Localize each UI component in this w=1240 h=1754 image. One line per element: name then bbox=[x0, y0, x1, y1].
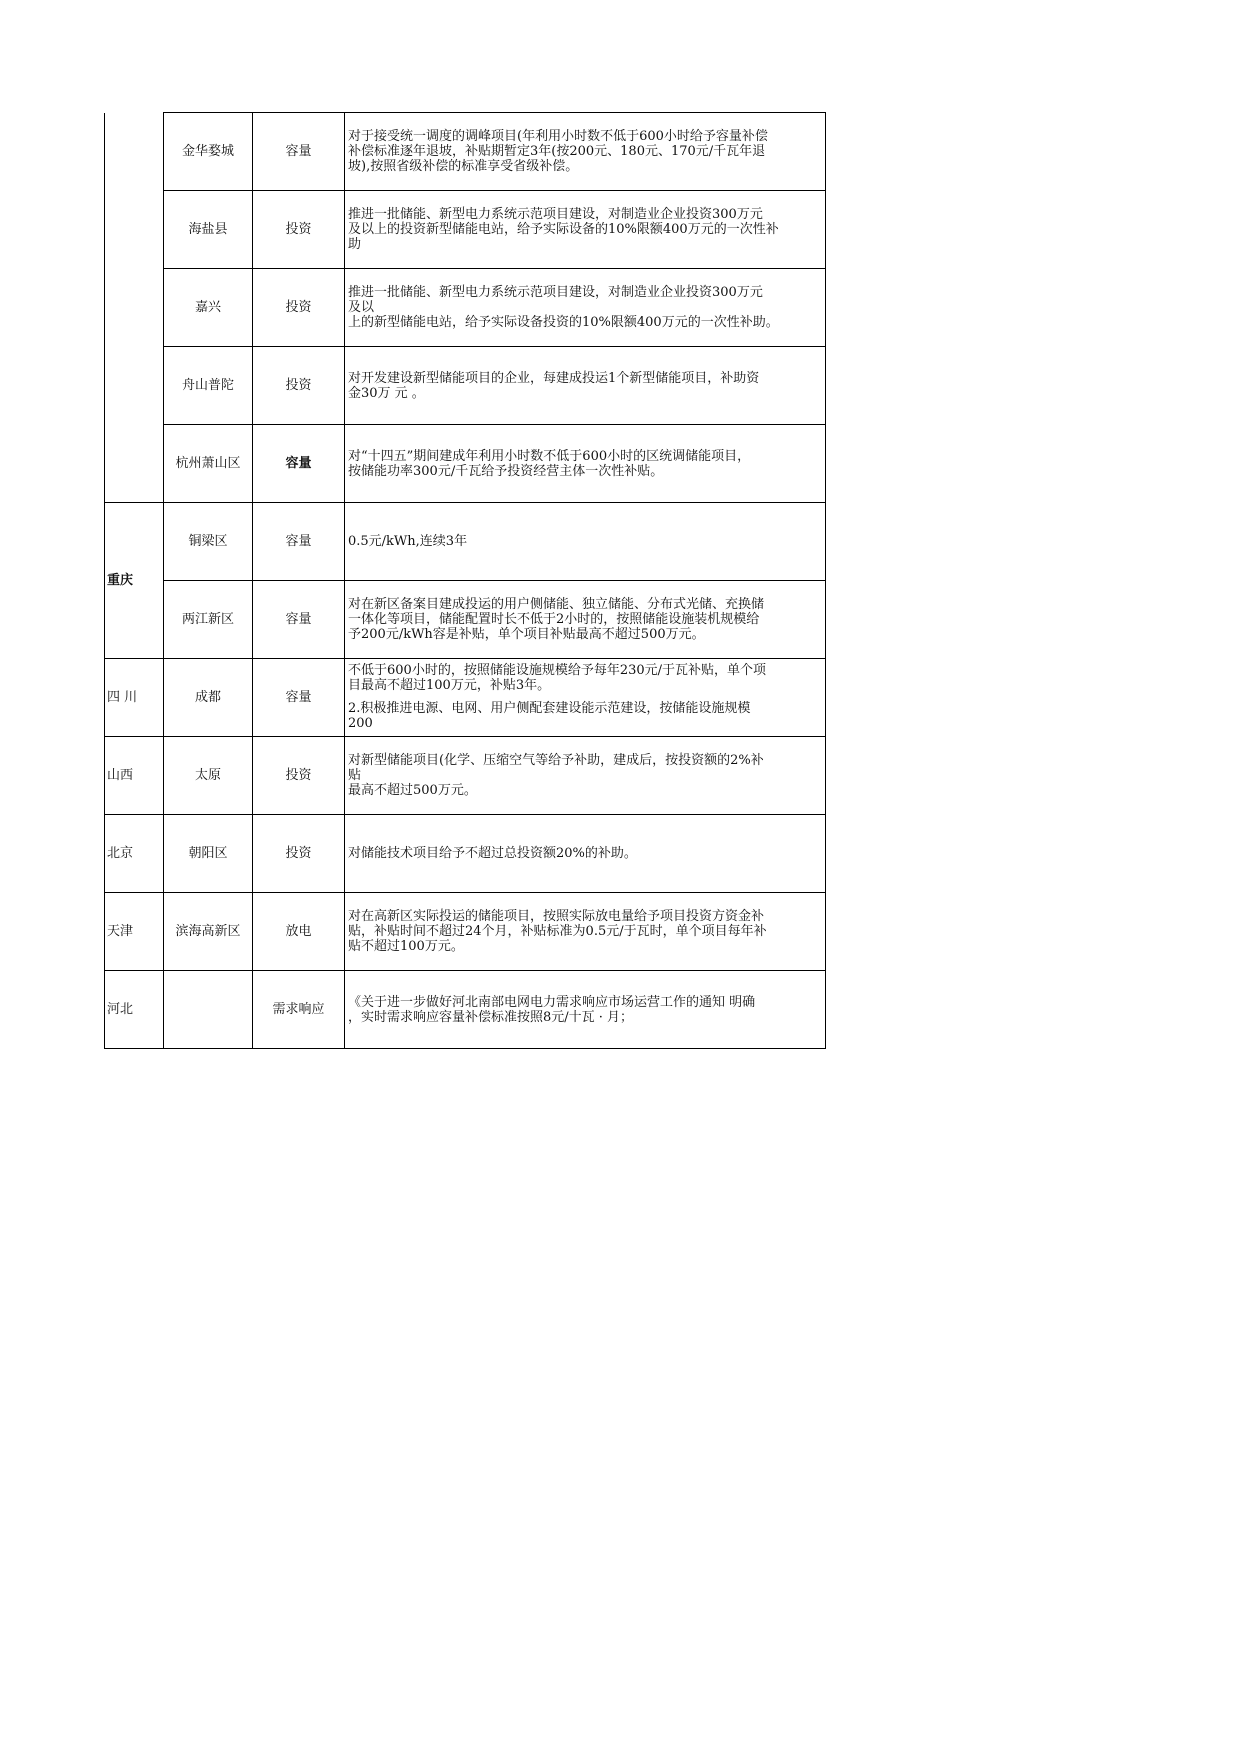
type-cell: 投资 bbox=[253, 347, 345, 425]
description-line: 助 bbox=[348, 237, 362, 252]
description-line: 按储能功率300元/千瓦给予投资经营主体一次性补贴。 bbox=[348, 463, 664, 479]
description-line: 及以上的投资新型储能电站，给予实际设备的10%限额400万元的一次性补 bbox=[348, 222, 779, 237]
description-line: 对于接受统一调度的调峰项目(年利用小时数不低于600小时给予容量补偿 bbox=[348, 129, 768, 144]
city-cell: 杭州萧山区 bbox=[164, 425, 253, 503]
description-line: 对在高新区实际投运的储能项目，按照实际放电量给予项目投资方资金补 bbox=[348, 909, 765, 924]
description-line: 上的新型储能电站，给予实际设备投资的10%限额400万元的一次性补助。 bbox=[348, 315, 779, 330]
table-row bbox=[105, 815, 826, 893]
description-line: 贴不超过100万元。 bbox=[348, 939, 464, 954]
type-cell: 投资 bbox=[253, 269, 345, 347]
description-line bbox=[348, 693, 822, 701]
description-cell bbox=[345, 269, 826, 347]
type-cell: 投资 bbox=[253, 815, 345, 893]
type-cell: 容量 bbox=[253, 659, 345, 737]
province-cell: 北京 bbox=[105, 815, 164, 893]
table-row bbox=[105, 659, 826, 737]
type-cell: 投资 bbox=[253, 191, 345, 269]
description-line: 目最高不超过100万元，补贴3年。 bbox=[348, 677, 551, 693]
description-cell bbox=[345, 113, 826, 191]
table-row bbox=[105, 113, 826, 191]
description-line: 最高不超过500万元。 bbox=[348, 783, 477, 798]
province-cell-zhejiang bbox=[105, 113, 164, 503]
type-cell: 投资 bbox=[253, 737, 345, 815]
description-line: 一体化等项目，储能配置时长不低于2小时的，按照储能设施装机规模给 bbox=[348, 612, 760, 627]
description-cell bbox=[345, 191, 826, 269]
table-row bbox=[105, 503, 826, 581]
city-cell bbox=[164, 971, 253, 1049]
city-cell: 滨海高新区 bbox=[164, 893, 253, 971]
type-cell: 放电 bbox=[253, 893, 345, 971]
city-cell: 成都 bbox=[164, 659, 253, 737]
description-line: 2.积极推进电源、电网、用户侧配套建设能示范建设，按储能设施规模 bbox=[348, 700, 751, 716]
description-line: 推进一批储能、新型电力系统示范项目建设，对制造业企业投资300万元 bbox=[348, 285, 763, 300]
description-line: 贴 bbox=[348, 768, 362, 783]
description-line: 金30万 元 。 bbox=[348, 385, 425, 401]
table-row bbox=[105, 269, 826, 347]
city-cell: 朝阳区 bbox=[164, 815, 253, 893]
description-cell bbox=[345, 893, 826, 971]
description-line: 推进一批储能、新型电力系统示范项目建设，对制造业企业投资300万元 bbox=[348, 207, 763, 222]
description-line: 《关于进一步做好河北南部电网电力需求响应市场运营工作的通知 明确 bbox=[348, 994, 756, 1010]
description-cell bbox=[345, 737, 826, 815]
table-row bbox=[105, 581, 826, 659]
province-cell: 四 川 bbox=[105, 659, 164, 737]
policy-table bbox=[104, 112, 826, 1049]
city-cell: 铜梁区 bbox=[164, 503, 253, 581]
province-cell: 天津 bbox=[105, 893, 164, 971]
description-cell bbox=[345, 581, 826, 659]
type-cell: 需求响应 bbox=[253, 971, 345, 1049]
table-row bbox=[105, 893, 826, 971]
city-cell: 两江新区 bbox=[164, 581, 253, 659]
description-cell bbox=[345, 659, 826, 737]
description-cell bbox=[345, 815, 826, 893]
description-cell bbox=[345, 503, 826, 581]
type-cell: 容量 bbox=[253, 503, 345, 581]
type-cell: 容量 bbox=[253, 425, 345, 503]
city-cell: 太原 bbox=[164, 737, 253, 815]
description-line: 不低于600小时的，按照储能设施规模给予每年230元/于瓦补贴，单个项 bbox=[348, 662, 767, 678]
province-cell: 河北 bbox=[105, 971, 164, 1049]
description-cell bbox=[345, 425, 826, 503]
description-line: ，实时需求响应容量补偿标准按照8元/十瓦 · 月； bbox=[348, 1009, 634, 1025]
description-line: 0.5元/kWh,连续3年 bbox=[348, 534, 468, 549]
description-line: 对“十四五”期间建成年利用小时数不低于600小时的区统调储能项目， bbox=[348, 448, 751, 464]
description-line: 及以 bbox=[348, 300, 375, 315]
description-line: 对新型储能项目(化学、压缩空气等给予补助，建成后，按投资额的2%补 bbox=[348, 753, 764, 768]
type-cell: 容量 bbox=[253, 581, 345, 659]
city-cell: 海盐县 bbox=[164, 191, 253, 269]
city-cell: 金华婺城 bbox=[164, 113, 253, 191]
table-row bbox=[105, 737, 826, 815]
city-cell: 舟山普陀 bbox=[164, 347, 253, 425]
description-line: 贴，补贴时间不超过24个月，补贴标准为0.5元/于瓦时，单个项目每年补 bbox=[348, 924, 767, 939]
description-line: 对在新区备案目建成投运的用户侧储能、独立储能、分布式光储、充换储 bbox=[348, 597, 765, 612]
city-cell: 嘉兴 bbox=[164, 269, 253, 347]
type-cell: 容量 bbox=[253, 113, 345, 191]
description-cell bbox=[345, 347, 826, 425]
description-line: 对储能技术项目给予不超过总投资额20%的补助。 bbox=[348, 846, 637, 861]
description-line: 补偿标准逐年退坡，补贴期暂定3年(按200元、180元、170元/千瓦年退 bbox=[348, 144, 766, 159]
description-line: 坡),按照省级补偿的标准享受省级补偿。 bbox=[348, 159, 579, 174]
table-row bbox=[105, 971, 826, 1049]
description-line: 予200元/kWh容是补贴，单个项目补贴最高不超过500万元。 bbox=[348, 627, 705, 642]
province-cell: 山西 bbox=[105, 737, 164, 815]
table-row bbox=[105, 191, 826, 269]
province-cell: 重庆 bbox=[105, 503, 164, 659]
description-cell bbox=[345, 971, 826, 1049]
description-line: 200 bbox=[348, 715, 373, 731]
table-row bbox=[105, 347, 826, 425]
description-line: 对开发建设新型储能项目的企业，每建成投运1个新型储能项目，补助资 bbox=[348, 370, 760, 386]
table-row bbox=[105, 425, 826, 503]
